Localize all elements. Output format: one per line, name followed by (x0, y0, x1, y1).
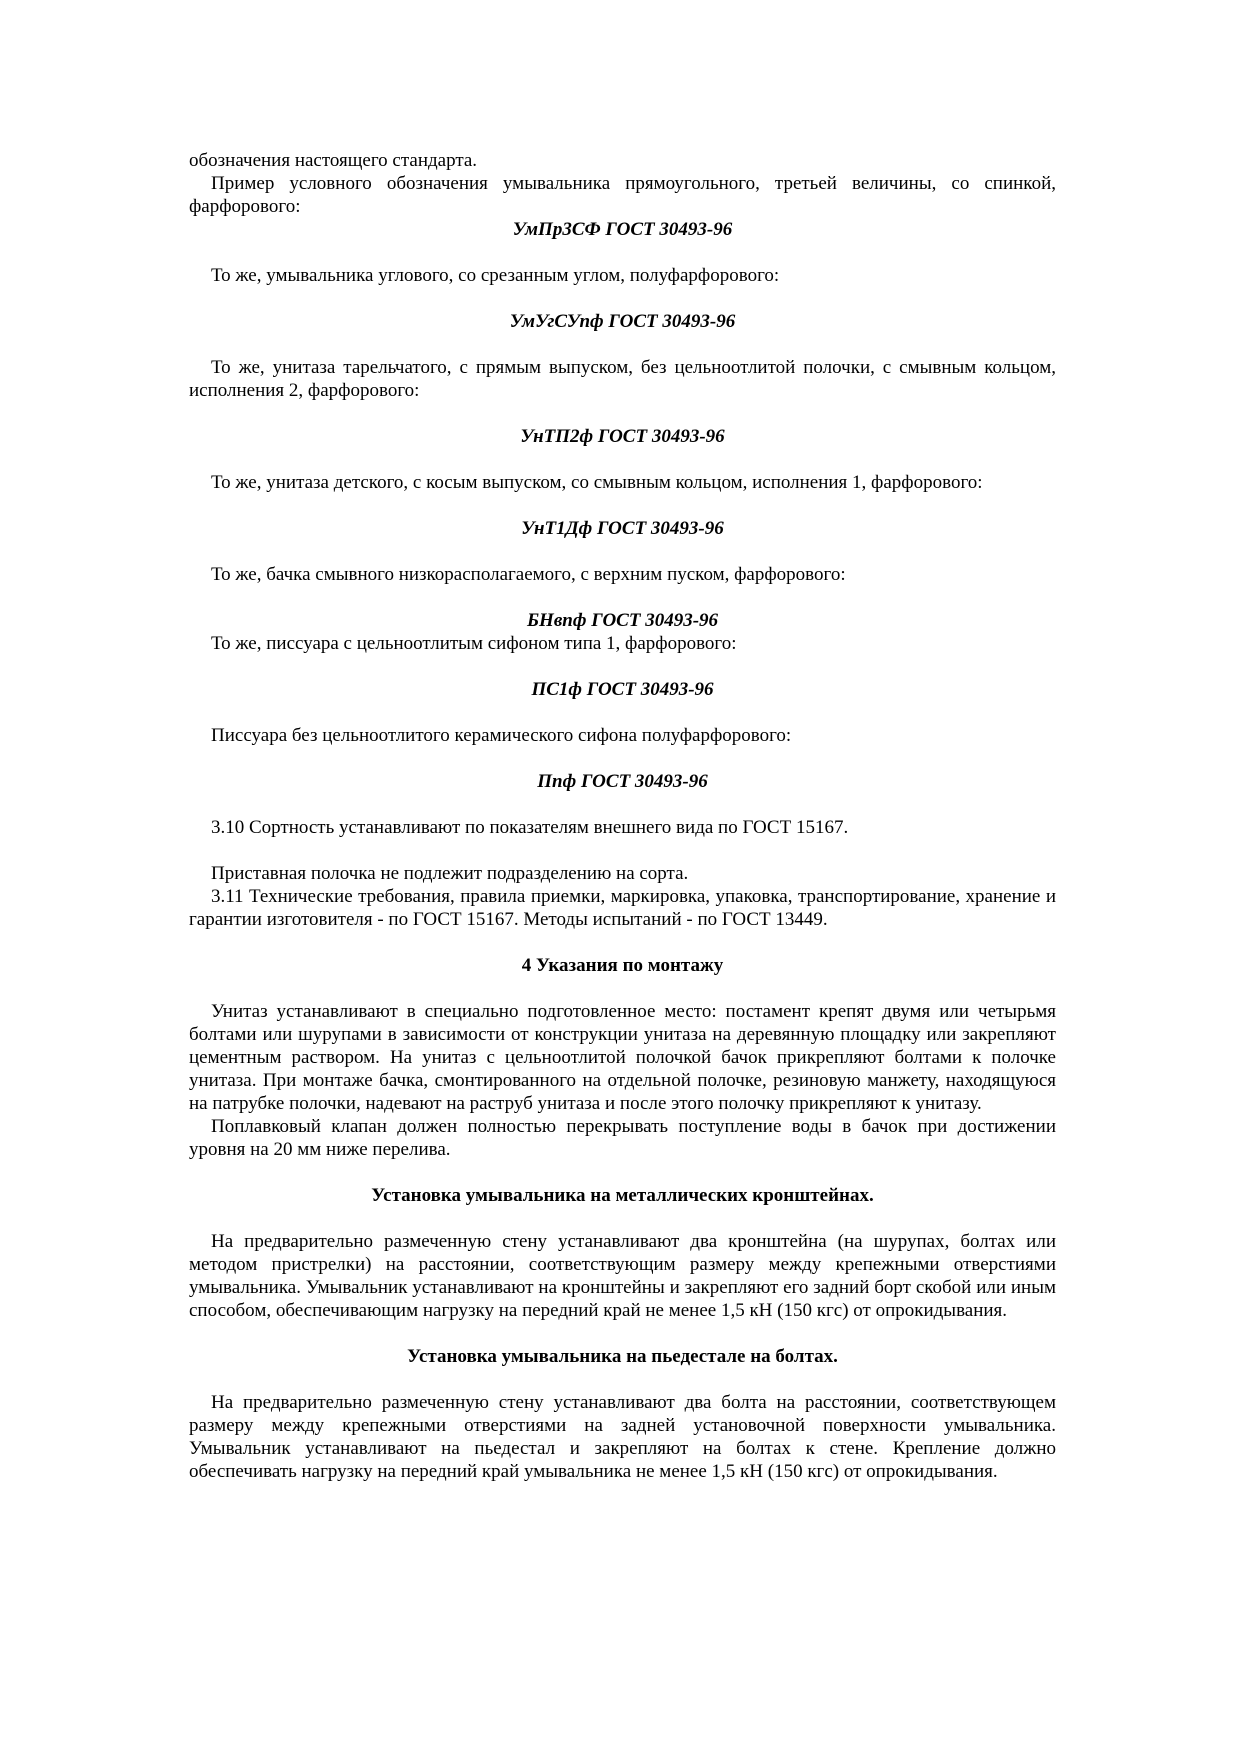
paragraph-example-corner-washbasin: То же, умывальника углового, со срезанным углом, полуфарфорового: (211, 265, 780, 286)
paragraph-example-urinal-no-siphon: Писсуара без цельноотлитого керамического сифона полуфарфорового: (211, 725, 792, 746)
paragraph-example-tank: То же, бачка смывного низкорасполагаемого, с верхним пуском, фарфорового: (211, 564, 846, 585)
designation-code-toilet-child: УнТ1Дф ГОСТ 30493-96 (521, 518, 724, 539)
paragraph-standard-designation-end: обозначения настоящего стандарта. (189, 150, 478, 171)
document-page (189, 149, 1056, 1483)
paragraph-float-valve: Поплавковый клапан должен полностью перекрывать поступление воды в бачок при достижении уровня на 20 мм ниже перелива. (189, 1116, 1056, 1160)
paragraph-example-toilet-plate: То же, унитаза тарельчатого, с прямым выпуском, без цельноотлитой полочки, с смывным кольцом, исполнения 2, фарфорового: (189, 357, 1056, 401)
paragraph-example-toilet-child: То же, унитаза детского, с косым выпуском, со смывным кольцом, исполнения 1, фарфорового: (211, 472, 983, 493)
subheading-pedestal-installation: Установка умывальника на пьедестале на болтах. (407, 1346, 838, 1367)
paragraph-example-urinal: То же, писсуара с цельноотлитым сифоном типа 1, фарфорового: (211, 633, 737, 654)
paragraph-toilet-installation: Унитаз устанавливают в специально подготовленное место: постамент крепят двумя или четырьмя болтами или шурупами в зависимости от конструкции унитаза на деревянную площадку или закрепляют цементным раствором. На унитаз с цельноотлитой полочкой бачок прикрепляют болтами к полочке унитаза. При монтаже бачка, смонтированного на отдельной полочке, резиновую манжету, находящуюся на патрубке полочки, надевают на раструб унитаза и после этого полочку прикрепляют к унитазу. (189, 1001, 1056, 1114)
designation-code-tank: БНвпф ГОСТ 30493-96 (526, 610, 719, 631)
paragraph-shelf-grade: Приставная полочка не подлежит подразделению на сорта. (211, 863, 689, 884)
designation-code-urinal-no-siphon: Ппф ГОСТ 30493-96 (537, 771, 708, 792)
designation-code-toilet-plate: УнТП2ф ГОСТ 30493-96 (520, 426, 725, 447)
section-heading-installation: 4 Указания по монтажу (521, 955, 724, 976)
paragraph-example-washbasin: Пример условного обозначения умывальника прямоугольного, третьей величины, со спинкой, фарфорового: (189, 173, 1056, 217)
designation-code-urinal: ПС1ф ГОСТ 30493-96 (531, 679, 714, 700)
paragraph-bracket-installation: На предварительно размеченную стену устанавливают два кронштейна (на шурупах, болтах или методом пристрелки) на расстоянии, соответствующим размеру между крепежными отверстиями умывальника. Умывальник устанавливают на кронштейны и закрепляют его задний борт скобой или иным способом, обеспечивающим нагрузку на передний край не менее 1,5 кН (150 кгс) от опрокидывания. (189, 1231, 1056, 1321)
subheading-bracket-installation: Установка умывальника на металлических кронштейнах. (371, 1185, 874, 1206)
paragraph-pedestal-installation: На предварительно размеченную стену устанавливают два болта на расстоянии, соответствующем размеру между крепежными отверстиями на задней установочной поверхности умывальника. Умывальник устанавливают на пьедестал и закрепляют на болтах к стене. Крепление должно обеспечивать нагрузку на передний край умывальника не менее 1,5 кН (150 кгс) от опрокидывания. (189, 1392, 1056, 1482)
paragraph-clause-3-10: 3.10 Сортность устанавливают по показателям внешнего вида по ГОСТ 15167. (211, 817, 849, 838)
designation-code-washbasin-corner: УмУгСУпф ГОСТ 30493-96 (509, 311, 736, 332)
designation-code-washbasin-rect: УмПр3СФ ГОСТ 30493-96 (512, 219, 733, 240)
paragraph-clause-3-11: 3.11 Технические требования, правила приемки, маркировка, упаковка, транспортирование, хранение и гарантии изготовителя - по ГОСТ 15167. Методы испытаний - по ГОСТ 13449. (189, 886, 1056, 930)
